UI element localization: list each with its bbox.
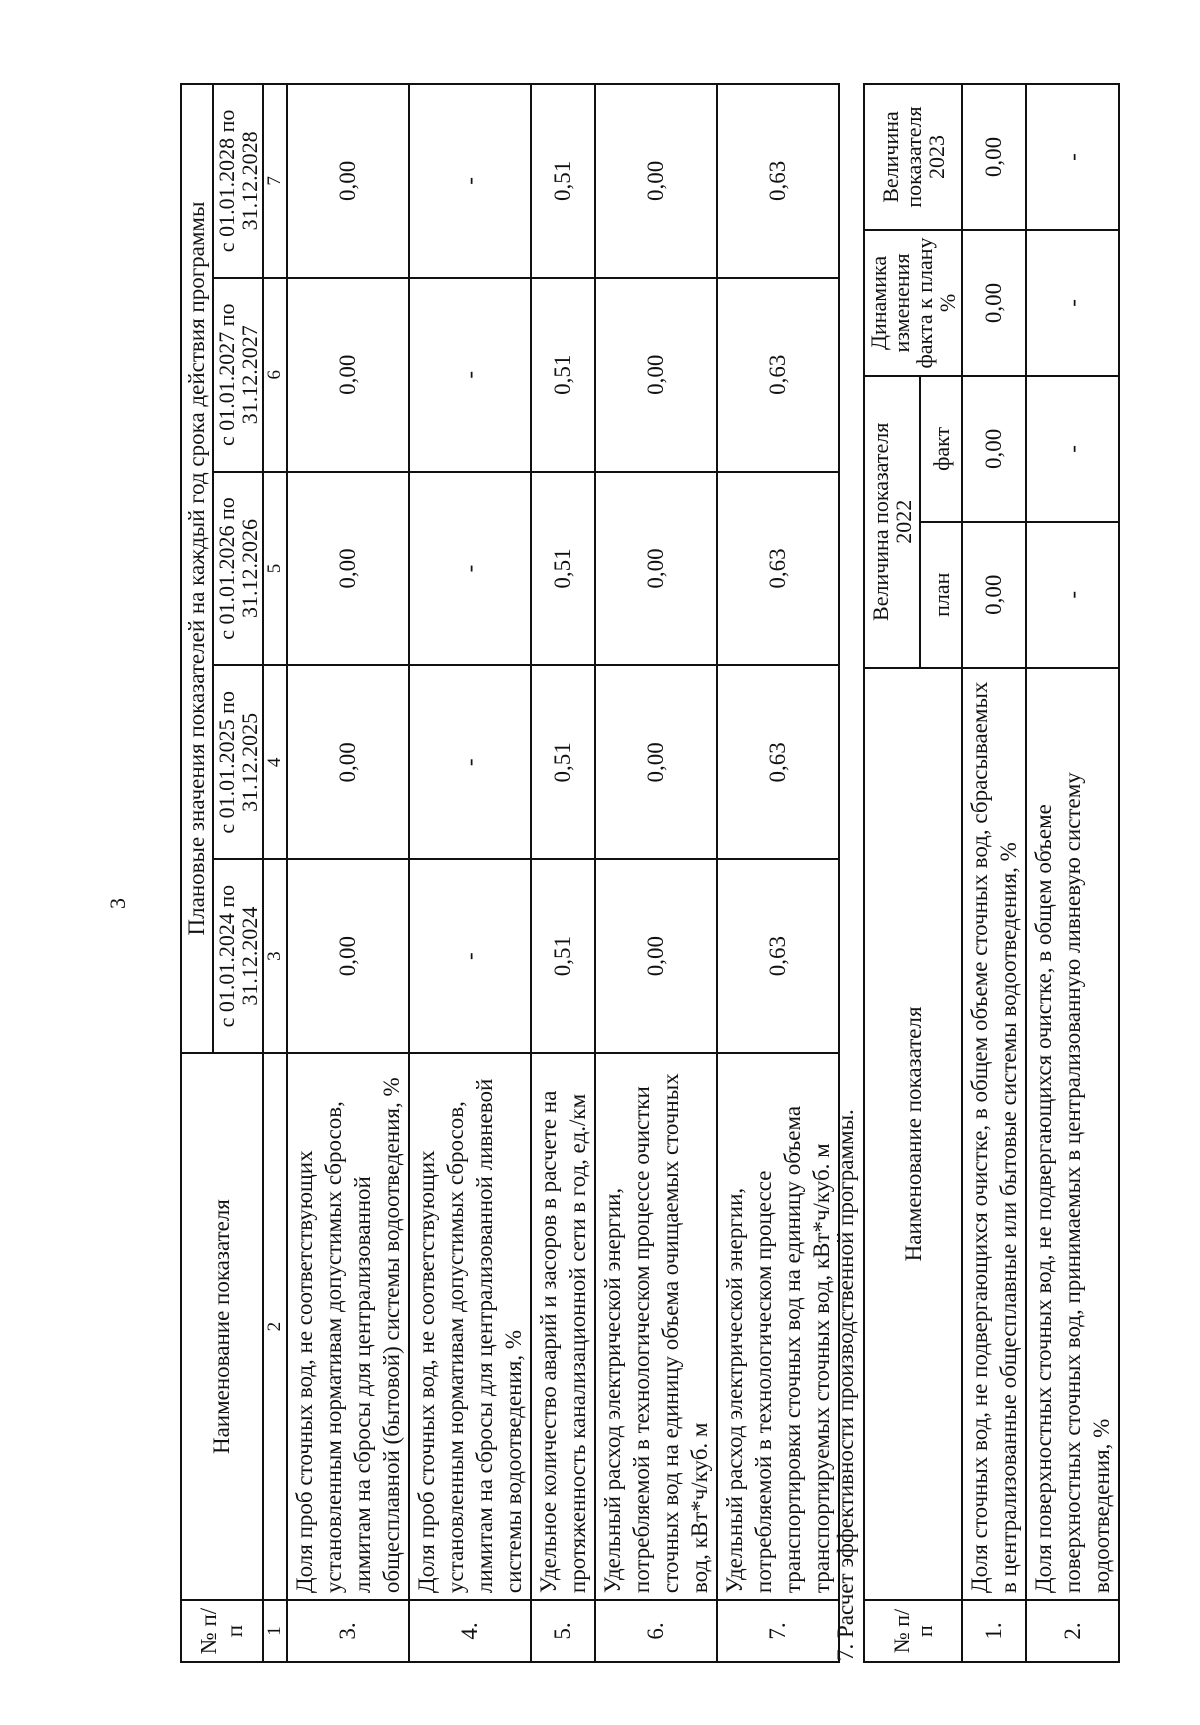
table1-name-header: Наименование показателя <box>181 1053 263 1600</box>
table1-header-row <box>181 84 213 1662</box>
value-cell: 0,63 <box>717 278 839 472</box>
table1-num-header: № п/п <box>181 1600 263 1662</box>
value-cell: 0,00 <box>287 278 409 472</box>
value-cell: 0,63 <box>717 665 839 859</box>
indicator-name: Доля проб сточных вод, не соответствующих установленным нормативам допустимых сбросов, лимитам на сбросы для централизованной ливневой системы водоотведения, % <box>409 1053 531 1600</box>
value-cell: 0,51 <box>531 472 595 666</box>
table2-header-row <box>864 84 920 1662</box>
value-cell: - <box>409 859 531 1053</box>
value-cell: 0,00 <box>595 859 717 1053</box>
dynamics-cell: - <box>1026 230 1119 376</box>
value-cell: - <box>409 84 531 278</box>
indicator-name: Доля проб сточных вод, не соответствующих установленным нормативам допустимых сбросов, лимитам на сбросы для централизованной общесплавной (бытовой) системы водоотведения, % <box>287 1053 409 1600</box>
value-cell: 0,00 <box>595 665 717 859</box>
index-cell: 5 <box>263 472 287 666</box>
value-cell: 0,63 <box>717 859 839 1053</box>
row-number: 2. <box>1026 1600 1119 1662</box>
index-cell: 2 <box>263 1053 287 1600</box>
section-title: 7. Расчет эффективности производственной программы. <box>833 1109 858 1661</box>
table1-group-header: Плановые значения показателей на каждый год срока действия программы <box>181 84 213 1053</box>
row-number: 5. <box>531 1600 595 1662</box>
period-header: с 01.01.2025 по 31.12.2025 <box>213 665 263 859</box>
planned-indicators-table <box>180 83 840 1663</box>
value-2023-cell: 0,00 <box>962 84 1026 230</box>
value-cell: 0,63 <box>717 84 839 278</box>
value-cell: 0,00 <box>287 472 409 666</box>
table2-2023-header: Величина показателя 2023 <box>864 84 962 230</box>
fact-cell: 0,00 <box>962 376 1026 522</box>
period-header: с 01.01.2028 по 31.12.2028 <box>213 84 263 278</box>
efficiency-table <box>863 83 1120 1663</box>
fact-header: факт <box>920 376 962 522</box>
index-cell: 3 <box>263 859 287 1053</box>
row-number: 6. <box>595 1600 717 1662</box>
value-cell: 0,00 <box>595 472 717 666</box>
indicator-name: Доля сточных вод, не подвергающихся очистке, в общем объеме сточных вод, сбрасываемых в централизованные общесплавные или бытовые системы водоотведения, % <box>962 668 1026 1600</box>
index-cell: 6 <box>263 278 287 472</box>
table-row <box>1026 84 1119 1662</box>
plan-header: план <box>920 522 962 668</box>
row-number: 4. <box>409 1600 531 1662</box>
value-cell: 0,51 <box>531 665 595 859</box>
value-cell: 0,00 <box>287 859 409 1053</box>
indicator-name: Удельное количество аварий и засоров в расчете на протяженность канализационной сети в год, ед./км <box>531 1053 595 1600</box>
index-cell: 1 <box>263 1600 287 1662</box>
table-row <box>717 84 839 1662</box>
value-cell: - <box>409 665 531 859</box>
rotated-document <box>55 37 1145 1687</box>
table2-name-header: Наименование показателя <box>864 668 962 1600</box>
value-cell: - <box>409 472 531 666</box>
period-header: с 01.01.2027 по 31.12.2027 <box>213 278 263 472</box>
row-number: 7. <box>717 1600 839 1662</box>
plan-cell: 0,00 <box>962 522 1026 668</box>
value-2023-cell: - <box>1026 84 1119 230</box>
value-cell: 0,00 <box>595 84 717 278</box>
page-number: 3 <box>105 898 130 909</box>
value-cell: 0,51 <box>531 859 595 1053</box>
value-cell: 0,51 <box>531 84 595 278</box>
value-cell: 0,63 <box>717 472 839 666</box>
value-cell: 0,00 <box>595 278 717 472</box>
row-number: 3. <box>287 1600 409 1662</box>
index-cell: 4 <box>263 665 287 859</box>
fact-cell: - <box>1026 376 1119 522</box>
table2-2022-header: Величина показателя 2022 <box>864 376 920 668</box>
table2-num-header: № п/п <box>864 1600 962 1662</box>
indicator-name: Удельный расход электрической энергии, потребляемой в технологическом процессе транспортировки сточных вод на единицу объема транспортируемых сточных вод, кВт*ч/куб. м <box>717 1053 839 1600</box>
value-cell: 0,51 <box>531 278 595 472</box>
table2-dynamics-header: Динамика изменения факта к плану % <box>864 230 962 376</box>
table-row <box>595 84 717 1662</box>
table-row <box>409 84 531 1662</box>
indicator-name: Удельный расход электрической энергии, потребляемой в технологическом процессе очистки сточных вод на единицу объема очищаемых сточных вод, кВт*ч/куб. м <box>595 1053 717 1600</box>
dynamics-cell: 0,00 <box>962 230 1026 376</box>
table-row <box>531 84 595 1662</box>
value-cell: 0,00 <box>287 665 409 859</box>
row-number: 1. <box>962 1600 1026 1662</box>
value-cell: 0,00 <box>287 84 409 278</box>
plan-cell: - <box>1026 522 1119 668</box>
table-row <box>962 84 1026 1662</box>
period-header: с 01.01.2026 по 31.12.2026 <box>213 472 263 666</box>
table1-index-row <box>263 84 287 1662</box>
value-cell: - <box>409 278 531 472</box>
period-header: с 01.01.2024 по 31.12.2024 <box>213 859 263 1053</box>
indicator-name: Доля поверхностных сточных вод, не подвергающихся очистке, в общем объеме поверхностных сточных вод, принимаемых в централизованную ливневую систему водоотведения, % <box>1026 668 1119 1600</box>
table-row <box>287 84 409 1662</box>
index-cell: 7 <box>263 84 287 278</box>
